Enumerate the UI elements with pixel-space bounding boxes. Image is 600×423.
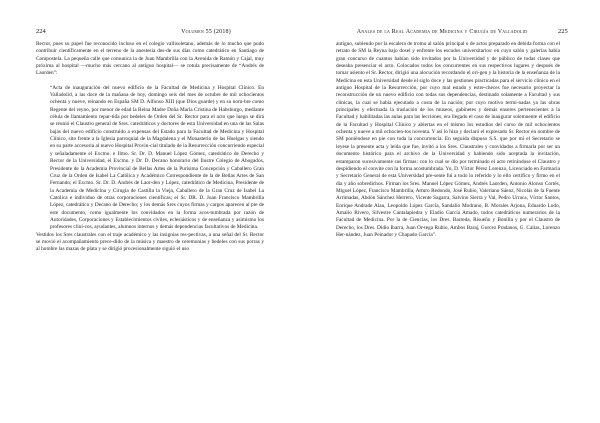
page-number: 225 — [558, 28, 568, 35]
page-number: 224 — [36, 28, 46, 35]
body-text — [36, 41, 264, 254]
closing-paragraph: Vestidos los Sres claustrales con el traje académico y las insignias res-pectivas, a una señal del Sr. Rector se movió el acompañamiento prece-dido de la música y maestro de ceremonias y bedeles con sus porras y al hombre las mazas de plata y se dirigió procesionalmente siguió el uso — [36, 231, 264, 253]
right-page — [300, 0, 600, 423]
running-title: Volumen 55 (2018) — [181, 29, 231, 35]
intro-paragraph: Rector, pues su papel fue reconocido incluso en el colegio vallisoletano, además de lo mucho que pudo contribuir científicamente en el terreno de la anestesia des-de sus días como catedrático en Santiago de Compostela. La pequeña calle que comunica la de Juan Mambrilla con la Avenida de Ramón y Cajal, muy próxima al hospital —mucho más cercano al antiguo hospital— se rotula precisamente de “Andrés de Laorden”: — [36, 41, 264, 77]
running-title: Anales de la Real Academia de Medicina y Cirugía de Valladolid — [356, 29, 528, 35]
quoted-act: “Acta de inauguración del nuevo edificio de la Facultad de Medicina y Hospital Clínico. En Valladolid, a las doce de la mañana de hoy, domingo seis del mes de octubre de mil ochocientos ochenta y nueve, reinando en España SM D. Alfonso XIII (que Dios guarde) y en su nom-bre como Regente del reyno, por menor de edad la Reina Madre Doña María Cristina de Habsburgo, mediante célula de llamamiento repar-tida por bedeles de Orden del Sr. Rector para el acto que luego se dirá se reunió el Claustro general de Sres. catedráticos y doctores de esta Universidad en una de las Salas bajas del nuevo edificio construido a expensas del Estado para la Facultad de Medicina y Hospital Clínico, sito frente a la Iglesia parroquial de la Magdalena y el Monasterio de las Huelgas y siendo en su parte accesoria al nuevo Hospital Provin-cial titulado de la Resurrección concurriendo especial y señaladamente el Excmo. e Ilmo. Sr. Dr. D. Manuel López Gómez, catedrático de Derecho y Rector de la Universidad, el Excmo. y Dr. D. Decano honorario del Ilustre Colegio de Abogados, Presidente de la Academia Provincial de Bellas Artes de la Purísima Concepción y Caballero Gran Cruz de la Orden de Isabel La Católica y Académico Correspondiente de la de Bellas Artes de San Fernando; el Excmo. Sr. Dr. D. Andrés de Laor-den y López, catedrático de Medicina, Presidente de la Academia de Medicina y Cirugía de Castilla la Vieja, Caballero de la Gran Cruz de Isabel La Católica e individuo de otras corporaciones científicas; el Sr. DR. D. Juan Francisco Mambrilla López, catedrático y Decano de Derecho; y los demás Sres cuyos firmas y cargos aparecen al pie de este documento, como igualmente los convidados en la forma acos-tumbrada por razón de Autoridades, Corporaciones y Establecimientos civiles, eclesiásticos y de enseñanza y asimismo los profesores clíni-cos, ayudantes, alumnos internos y demás dependencias facultativos de Medicina. — [50, 84, 264, 231]
body-paragraph: antiguo, subiendo por la escalera de tromo al salón principal o de actos preparado en debida forma con el retrato de SM la Reyna bajo dosel y enfrente los escudos universitarios: en cuyo salón y galerías había gran concurso de cuantos habían sido invitados por la Universidad y de público de todas clases que deseaba presenciar el acto. Colocados todos los concurrentes en sus respectivos lugares y después de tomar asiento el Sr. Rector, dirigió una alocución recordando el ori-gen y la historia de la enseñanza de la Medicina en esta Universidad desde el siglo doce y las gestiones practicadas para el servicio clínico en el antiguo Hospital de la Resurrección, por cuyo mal estado y estre-checes fue necesario proyectar la reconstrucción de un nuevo edificio con todas sus dependencias, destinado solamente a Facultad y sus clínicas, la cual se había ejecutado a costa de la nación; por cuyo motivo termi-nadas ya las obras principales y efectuada la traslación de los museos, gabinetes y demás enseres pertenecientes a la Facultad y habilitadas las aulas para las lecciones, era llegado el caso de inaugurar solemnente el edificio de la Facultad y Hospital Clínico y abiertas en el mismo los estudios del curso de mil ochocientos ochenta y nueve a mil ochocien-tos noventa. Y así lo hizo y declaró el expresado Sr. Rector en nombre de SM poniéndose en pie con toda la concurrencia. En seguida dispuso S.S. que por mí el Secretario se leyese la presente acta y leída que fue, invitó a los Sres. Claustrales y convidados a firmarla por ser un documento histórico para el archivo de la Universidad y habiendo sido aceptada la invitación, estamparon sucesivamente sus firmas: con lo cual se dio por terminado el acto retirándose el Claustro y despidiendo el convite con la forma acostumbrada. Yo, D. Víctor Pérez Lorenzo, Licenciado en Farmacia y Secretario General de esta Universidad pre-sente fui a todo lo referido y lo ello certifico y firmo en el día y año sobredichos. Firman los Sres. Manuel López Gómez, Andrés Laorden, Antonio Alonso Cortés, Miguel López, Francisco Mambrilla, Arturo Redondo, José Rubio, Valeriano Sáenz, Nicolás de la Fuente Arrimadas, Abdón Sánchez Herrero, Vicente Sagarra, Salvino Sierra y Val, Pedro Urraca, Víctor Santos, Enrique Andrade Alau, Leopoldo López García, Sandalio Modrano, B. Morales Arjona, Eduardo Lodo, Amalio Rivero, Silvestre Cantalapiedra y Eladio García Amado, todos catedráticos numerarios de la Facultad de Medicina. Por la de Ciencias, los Dres. Barreda, Risueño y Bonilla y por el Claustro de Derecho, los Dres. Didio Ibarra, Juan Or-tega Rubio, Ambos Baraj, Gorcez Pradanos, G. Calias, Lorenzo Her-nández, Juan Peinador y Chapado García”. — [336, 41, 560, 238]
body-text — [336, 41, 560, 239]
